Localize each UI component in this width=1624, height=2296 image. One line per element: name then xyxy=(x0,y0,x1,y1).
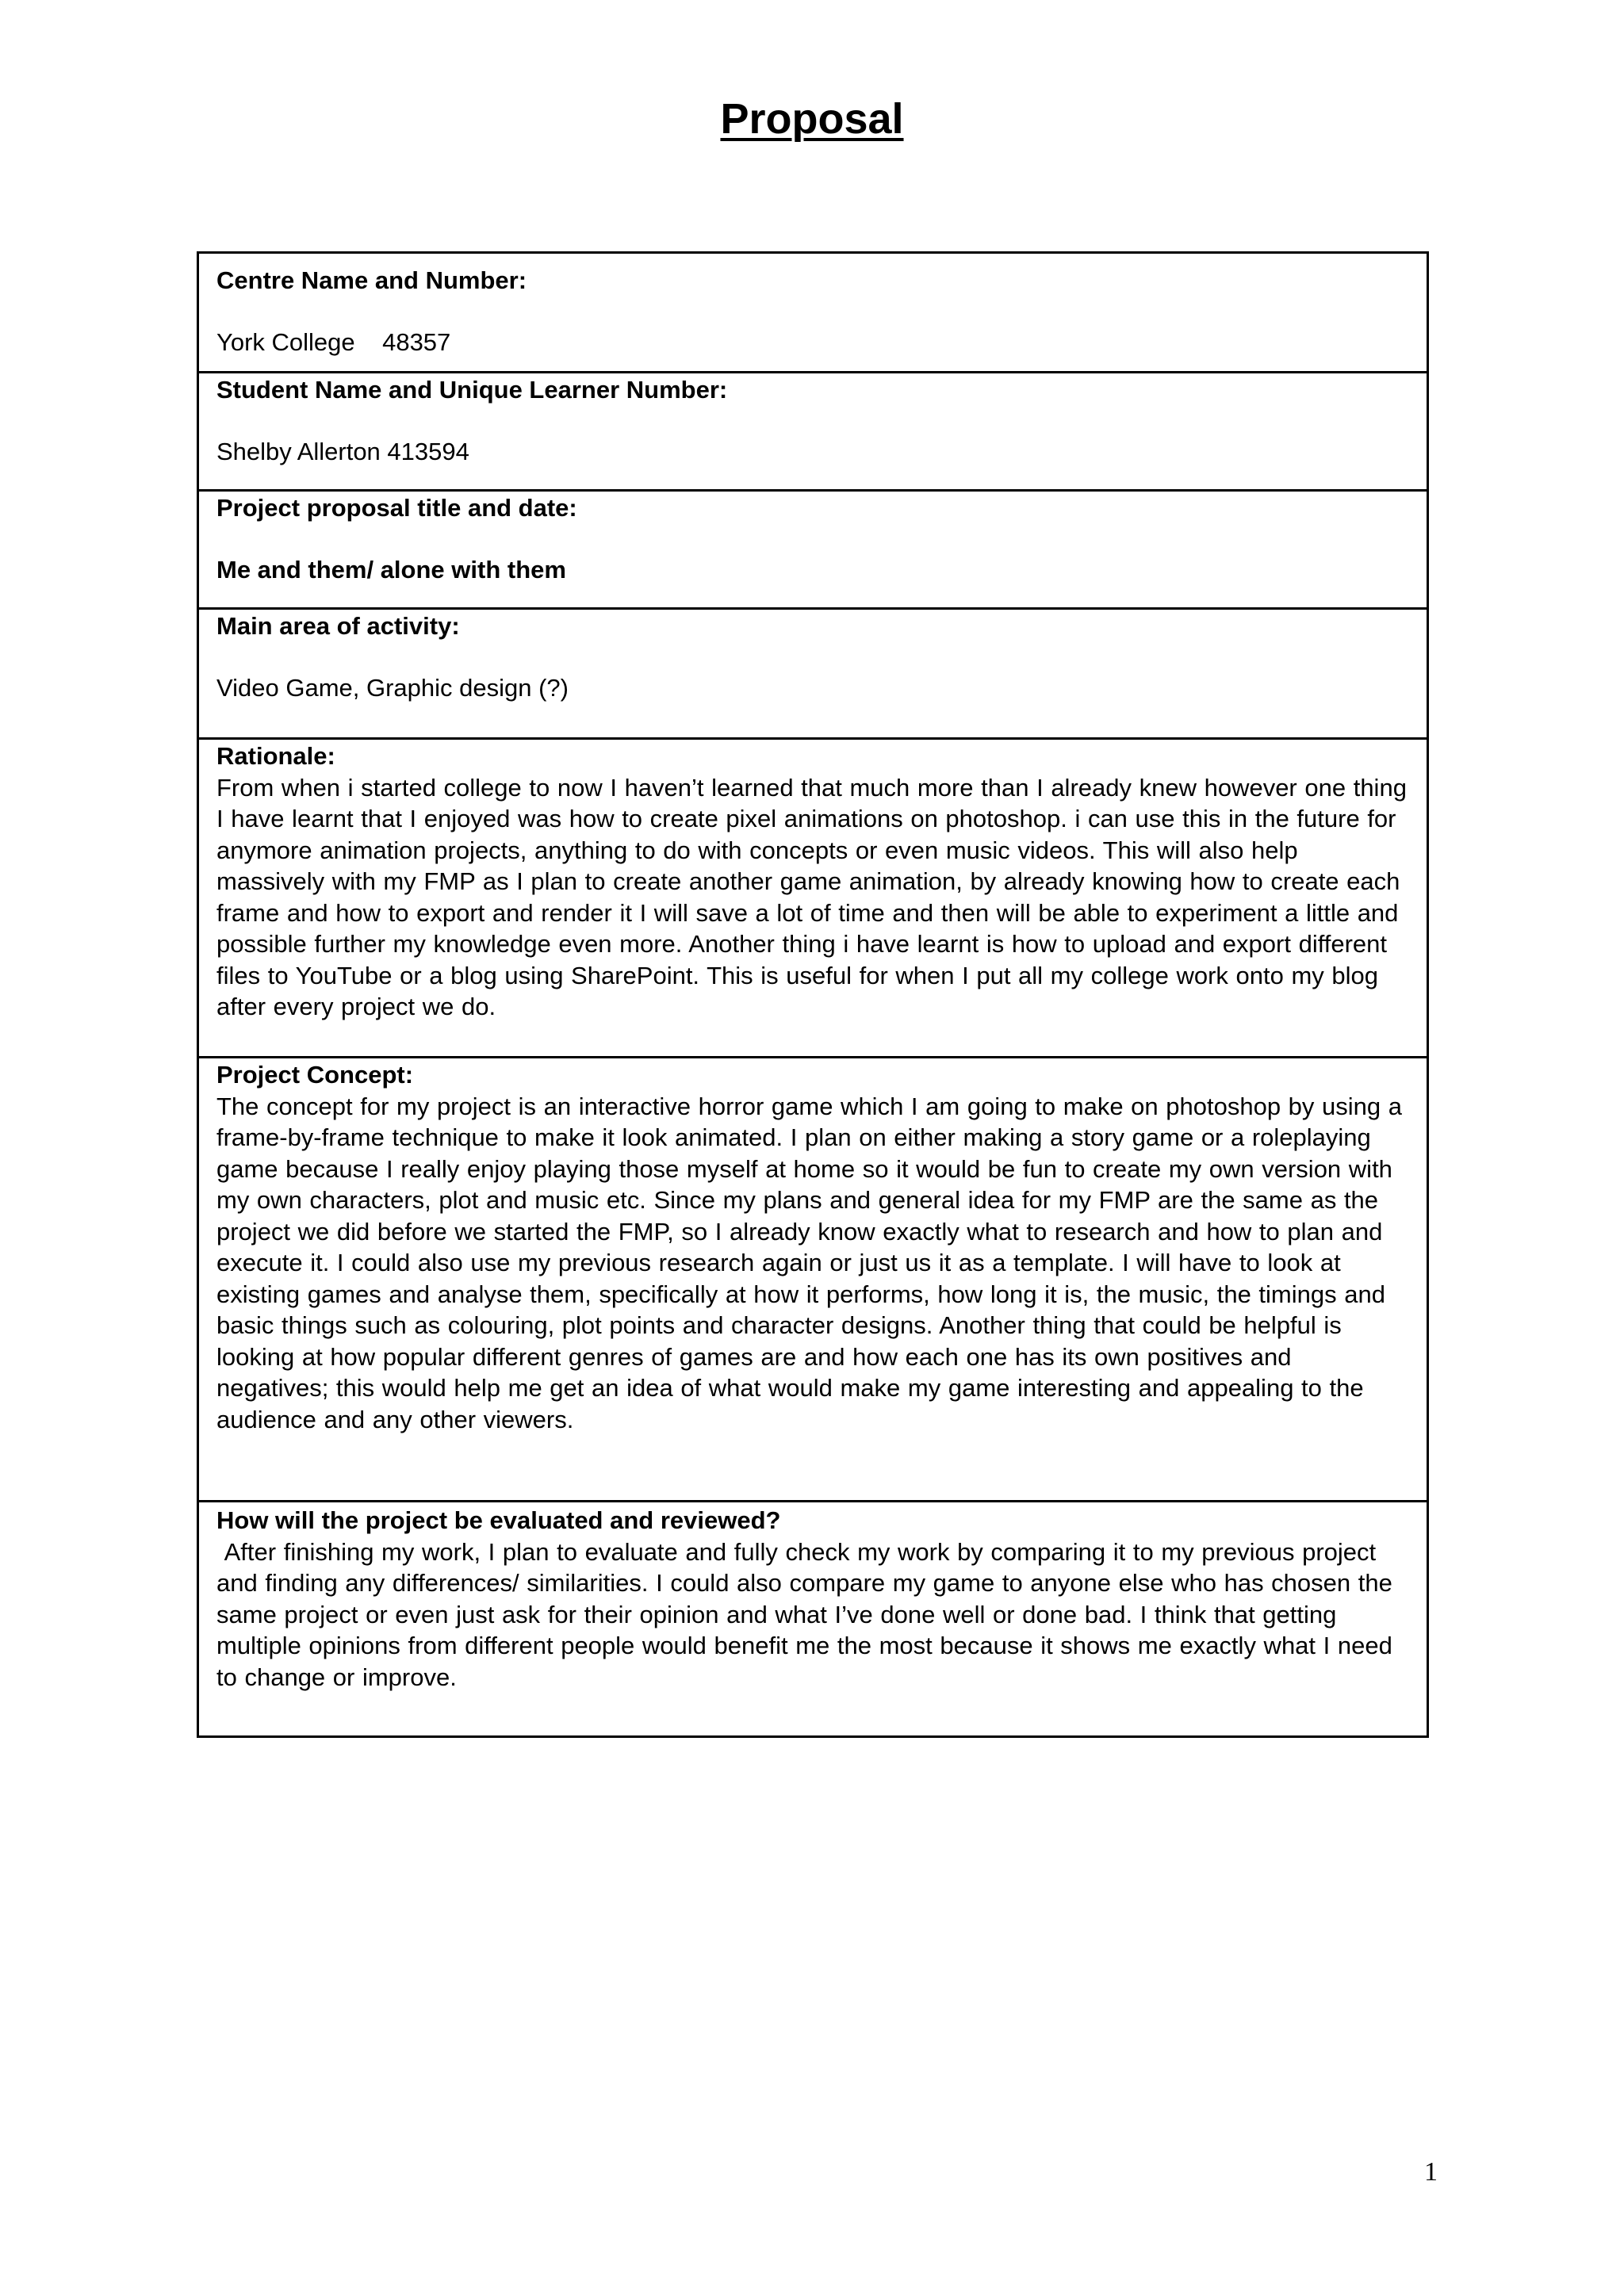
centre-value: York College 48357 xyxy=(216,327,451,356)
rationale-text: From when i started college to now I haven’t learned that much more than I already knew however one thing I have learnt that I enjoyed was how to create pixel animations on photoshop. i can use this in the future for anymore animation projects, anything to do with concepts or even music videos. This will also help massively with my FMP as I plan to create another game animation, by already knowing how to create each frame and how to export and render it I will save a lot of time and then will be able to experiment a little and possible further my knowledge even more. Another thing i have learnt is how to upload and export different files to YouTube or a blog using SharePoint. This is useful for when I put all my college work onto my blog after every project we do. xyxy=(216,773,1415,1020)
centre-row xyxy=(199,254,1427,371)
project-title-row xyxy=(199,489,1427,607)
page-title: Proposal xyxy=(720,95,904,143)
activity-value: Video Game, Graphic design (?) xyxy=(216,673,569,702)
rationale-label: Rationale: xyxy=(216,742,335,770)
activity-label: Main area of activity: xyxy=(216,612,460,640)
evaluation-label: How will the project be evaluated and reviewed? xyxy=(216,1506,781,1534)
project-title-label: Project proposal title and date: xyxy=(216,494,577,522)
rationale-row xyxy=(199,737,1427,1056)
proposal-form-table xyxy=(197,251,1429,1738)
concept-text: The concept for my project is an interactive horror game which I am going to make on photoshop by using a frame-by-frame technique to make it look animated. I plan on either making a story game or a roleplaying game because I really enjoy playing those myself at home so it would be fun to create my own version with my own characters, plot and music etc. Since my plans and general idea for my FMP are the same as the project we did before we started the FMP, so I already know exactly what to research and how to plan and execute it. I could also use my previous research again or just us it as a template. I will have to look at existing games and analyse them, specifically at how it performs, how long it is, the music, the timings and basic things such as colouring, plot points and character designs. Another thing that could be helpful is looking at how popular different genres of games are and how each one has its own positives and negatives; this would help me get an idea of what would make my game interesting and appealing to the audience and any other viewers. xyxy=(216,1092,1410,1433)
student-label: Student Name and Unique Learner Number: xyxy=(216,376,728,404)
activity-row xyxy=(199,607,1427,737)
evaluation-text: After finishing my work, I plan to evaluate and fully check my work by comparing it to my previous project and finding any differences/ similarities. I could also compare my game to anyone else who has chosen the same project or even just ask for their opinion and what I’ve done well or done bad. I think that getting multiple opinions from different people would benefit me the most because it shows me exactly what I need to change or improve. xyxy=(216,1537,1400,1691)
project-title-value: Me and them/ alone with them xyxy=(216,555,566,584)
student-row xyxy=(199,371,1427,489)
concept-row xyxy=(199,1056,1427,1500)
centre-label: Centre Name and Number: xyxy=(216,266,527,294)
evaluation-row xyxy=(199,1500,1427,1735)
concept-label: Project Concept: xyxy=(216,1061,414,1089)
page-number: 1 xyxy=(1424,2157,1438,2187)
student-value: Shelby Allerton 413594 xyxy=(216,437,469,465)
